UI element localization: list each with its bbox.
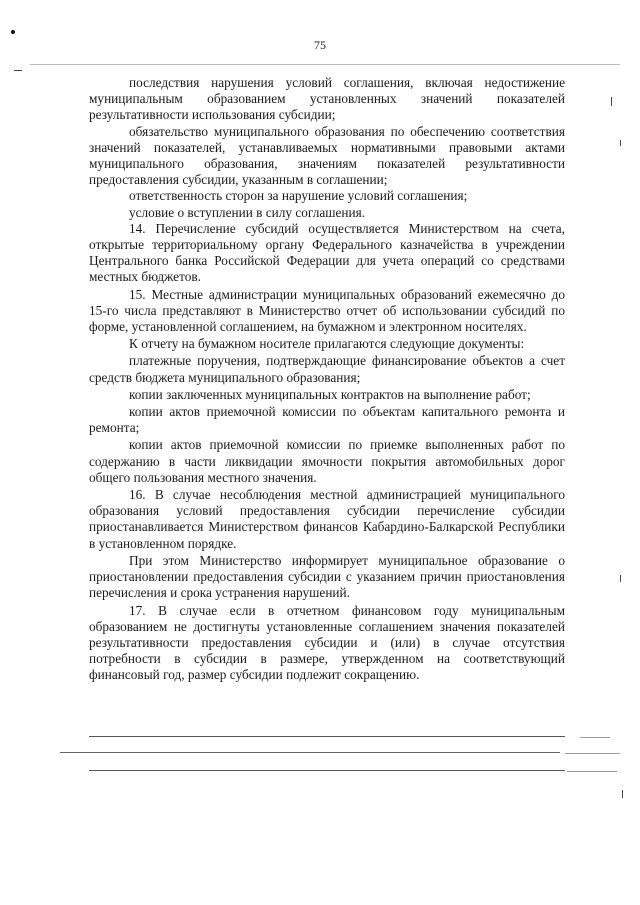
paragraph-responsibility: ответственность сторон за нарушение условий соглашения; <box>129 188 468 204</box>
scan-mark-right <box>611 97 612 106</box>
page-number: 75 <box>314 38 326 52</box>
scan-line-1 <box>89 736 565 737</box>
list-item-acceptance-acts-repair: копии актов приемочной комиссии по объектам капитального ремонта и ремонта; <box>89 404 565 436</box>
paragraph-report-attachments: К отчету на бумажном носителе прилагаются следующие документы: <box>129 336 525 352</box>
paragraph-16: 16. В случае несоблюдения местной администрацией муниципального образования условий предоставления субсидии перечисление субсидии приостанавливается Министерством финансов Кабардино-Балкарской Республики в установленном порядке. <box>89 487 565 551</box>
paragraph-14: 14. Перечисление субсидий осуществляется Министерством на счета, открытые территориальному органу Федерального казначейства в учреждении Центрального банка Российской Федерации для учета операций со средствами местных бюджетов. <box>89 220 565 285</box>
list-item-payment-orders: платежные поручения, подтверждающие финансирование объектов а счет средств бюджета муниципального образования; <box>89 353 565 385</box>
scan-mark-left <box>14 70 22 71</box>
scan-mark-right-2 <box>620 140 621 146</box>
scan-mark-right-3 <box>620 575 621 582</box>
paragraph-15: 15. Местные администрации муниципальных образований ежемесячно до 15-го числа представляют в Министерство отчет об использовании субсидий по форме, установленной соглашением, на бумажном и электронном носителях. <box>89 286 565 335</box>
scan-line-1-ext <box>580 737 610 738</box>
paragraph-consequences: последствия нарушения условий соглашения, включая недостижение муниципальным образованием установленных значений показателей результативности использования субсидии; <box>89 75 565 123</box>
scan-line-top <box>30 64 620 65</box>
list-item-contracts: копии заключенных муниципальных контрактов на выполнение работ; <box>129 386 531 402</box>
scan-line-3 <box>89 770 565 771</box>
scan-line-2 <box>60 752 560 753</box>
paragraph-obligation: обязательство муниципального образования по обеспечению соответствия значений показателей, устанавливаемых нормативными правовыми актами муниципального образования, значениям показателей результативности предоставления субсидии, указанным в соглашении; <box>89 123 565 188</box>
body-text <box>89 75 565 684</box>
paragraph-ministry-informs: При этом Министерство информирует муниципальное образование о приостановлении предоставления субсидии с указанием причин приостановления перечисления и срока устранения нарушений. <box>89 552 565 601</box>
scan-line-2-ext <box>565 753 620 754</box>
scan-speck <box>11 30 15 34</box>
paragraph-entry-into-force: условие о вступлении в силу соглашения. <box>129 204 366 220</box>
paragraph-17: 17. В случае если в отчетном финансовом году муниципальным образованием не достигнуты установленные соглашением значения показателей результативности предоставления субсидии и (или) в случае отсутствия потребности в субсидии в размере, утвержденном на соответствующий финансовый год, размер субсидии подлежит сокращению. <box>89 602 565 683</box>
scan-mark-right-4 <box>622 790 623 798</box>
list-item-acceptance-acts-maintenance: копии актов приемочной комиссии по приемке выполненных работ по содержанию в части ликвидации ямочности покрытия автомобильных дорог общего пользования местного значения. <box>89 437 565 485</box>
scan-line-3-ext <box>567 771 617 772</box>
